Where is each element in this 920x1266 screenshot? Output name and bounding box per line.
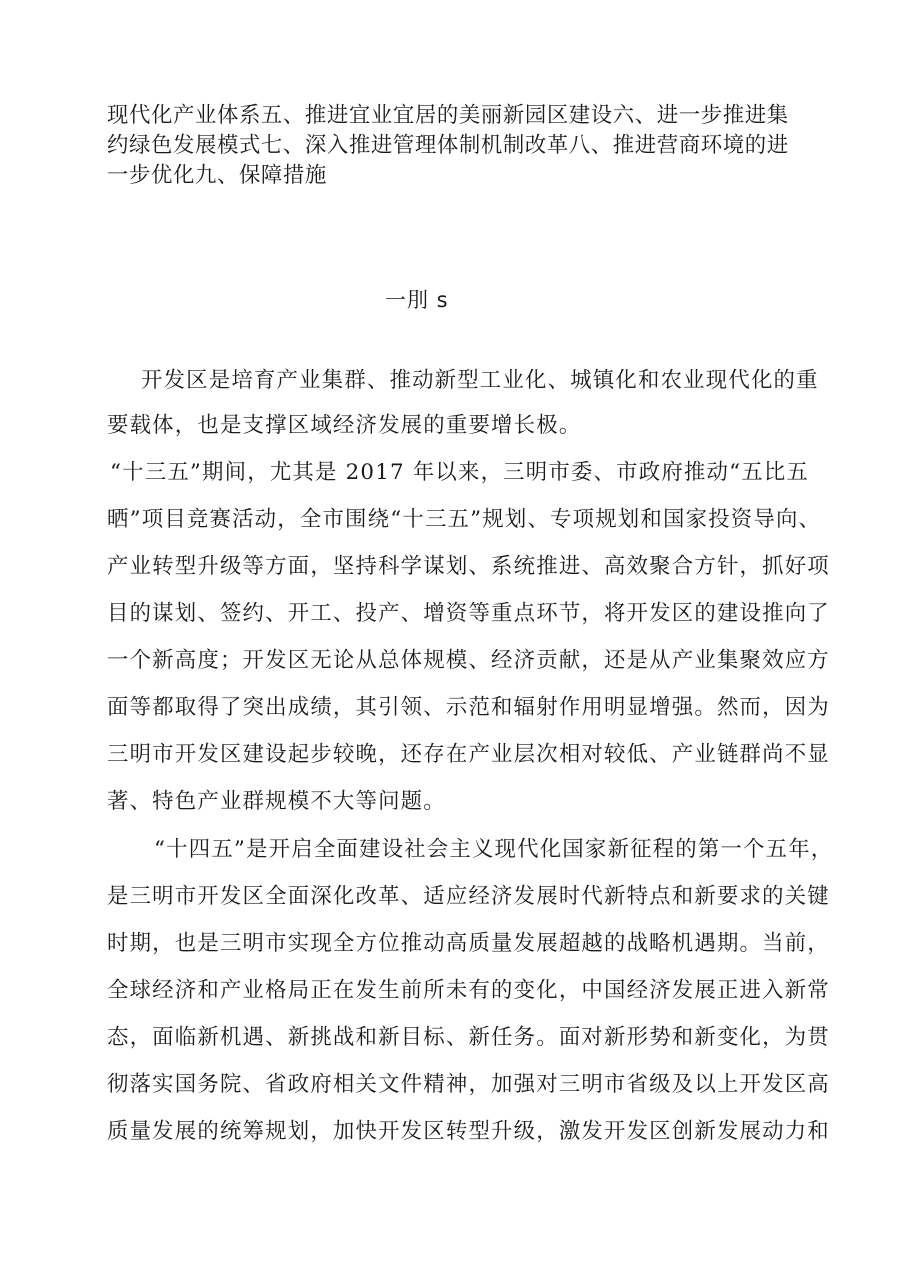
paragraph-line: “十四五”是开启全面建设社会主义现代化国家新征程的第一个五年， xyxy=(154,837,834,862)
section-heading: 一刖 s xyxy=(385,288,449,312)
toc-line: 约绿色发展模式七、深入推进管理体制机制改革八、推进营商环境的进 xyxy=(107,133,789,158)
toc-line: 现代化产业体系五、推进宜业宜居的美丽新园区建设六、进一步推进集 xyxy=(107,103,789,128)
paragraph-line: 彻落实国务院、省政府相关文件精神，加强对三明市省级及以上开发区高 xyxy=(107,1072,830,1097)
paragraph-line: “十三五”期间，尤其是 2017 年以来，三明市委、市政府推动“五比五 xyxy=(110,460,810,485)
paragraph-line: 目的谋划、签约、开工、投产、增资等重点环节，将开发区的建设推向了 xyxy=(107,601,830,626)
paragraph-line: 面等都取得了突出成绩，其引领、示范和辐射作用明显增强。然而，因为 xyxy=(107,695,830,720)
paragraph-line: 态，面临新机遇、新挑战和新目标、新任务。面对新形势和新变化，为贯 xyxy=(107,1025,830,1050)
paragraph-line: 是三明市开发区全面深化改革、适应经济发展时代新特点和新要求的关键 xyxy=(107,884,830,909)
paragraph-line: 全球经济和产业格局正在发生前所未有的变化，中国经济发展正进入新常 xyxy=(107,978,830,1003)
paragraph-line: 时期，也是三明市实现全方位推动高质量发展超越的战略机遇期。当前， xyxy=(107,931,830,956)
paragraph-line: 著、特色产业群规模不大等问题。 xyxy=(107,789,446,814)
paragraph-line: 开发区是培育产业集群、推动新型工业化、城镇化和农业现代化的重 xyxy=(141,368,819,393)
paragraph-line: 产业转型升级等方面，坚持科学谋划、系统推进、高效聚合方针，抓好项 xyxy=(107,554,830,579)
paragraph-line: 质量发展的统筹规划，加快开发区转型升级，激发开发区创新发展动力和 xyxy=(107,1119,830,1144)
toc-line: 一步优化九、保障措施 xyxy=(107,163,327,188)
paragraph-line: 要载体，也是支撑区域经济发展的重要增长极。 xyxy=(107,413,582,438)
paragraph-line: 一个新高度；开发区无论从总体规模、经济贡献，还是从产业集聚效应方 xyxy=(107,648,830,673)
paragraph-line: 三明市开发区建设起步较晚，还存在产业层次相对较低、产业链群尚不显 xyxy=(107,742,830,767)
paragraph-line: 晒”项目竞赛活动，全市围绕“十三五”规划、专项规划和国家投资导向、 xyxy=(107,507,822,532)
